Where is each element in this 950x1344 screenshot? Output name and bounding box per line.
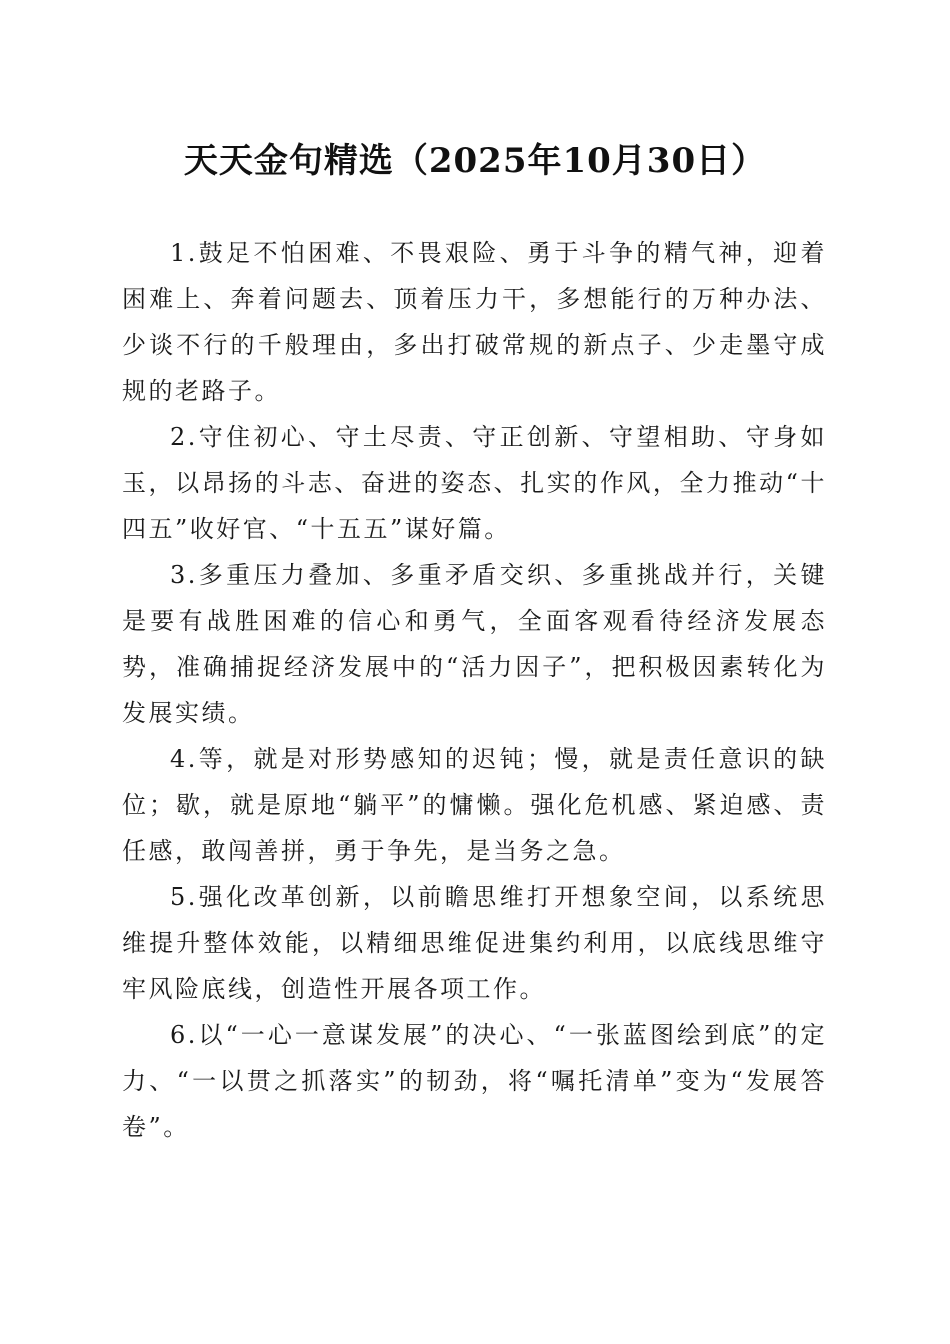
paragraph-4: 4.等，就是对形势感知的迟钝；慢，就是责任意识的缺位；歇，就是原地“躺平”的慵懒。强化危机感、紧迫感、责任感，敢闯善拼，勇于争先，是当务之急。: [122, 745, 827, 865]
document-title: 天天金句精选（2025年10月30日）: [183, 141, 767, 181]
paragraph-5: 5.强化改革创新，以前瞻思维打开想象空间，以系统思维提升整体效能，以精细思维促进集约利用，以底线思维守牢风险底线，创造性开展各项工作。: [122, 883, 827, 1003]
paragraph-3: 3.多重压力叠加、多重矛盾交织、多重挑战并行，关键是要有战胜困难的信心和勇气，全面客观看待经济发展态势，准确捕捉经济发展中的“活力因子”，把积极因素转化为发展实绩。: [122, 561, 827, 727]
document-body: [122, 230, 827, 1150]
paragraph-1: 1.鼓足不怕困难、不畏艰险、勇于斗争的精气神，迎着困难上、奔着问题去、顶着压力干，多想能行的万种办法、少谈不行的千般理由，多出打破常规的新点子、少走墨守成规的老路子。: [122, 239, 827, 405]
paragraph-2: 2.守住初心、守土尽责、守正创新、守望相助、守身如玉，以昂扬的斗志、奋进的姿态、扎实的作风，全力推动“十四五”收好官、“十五五”谋好篇。: [122, 423, 827, 543]
paragraph-6: 6.以“一心一意谋发展”的决心、“一张蓝图绘到底”的定力、“一以贯之抓落实”的韧劲，将“嘱托清单”变为“发展答卷”。: [122, 1021, 827, 1141]
